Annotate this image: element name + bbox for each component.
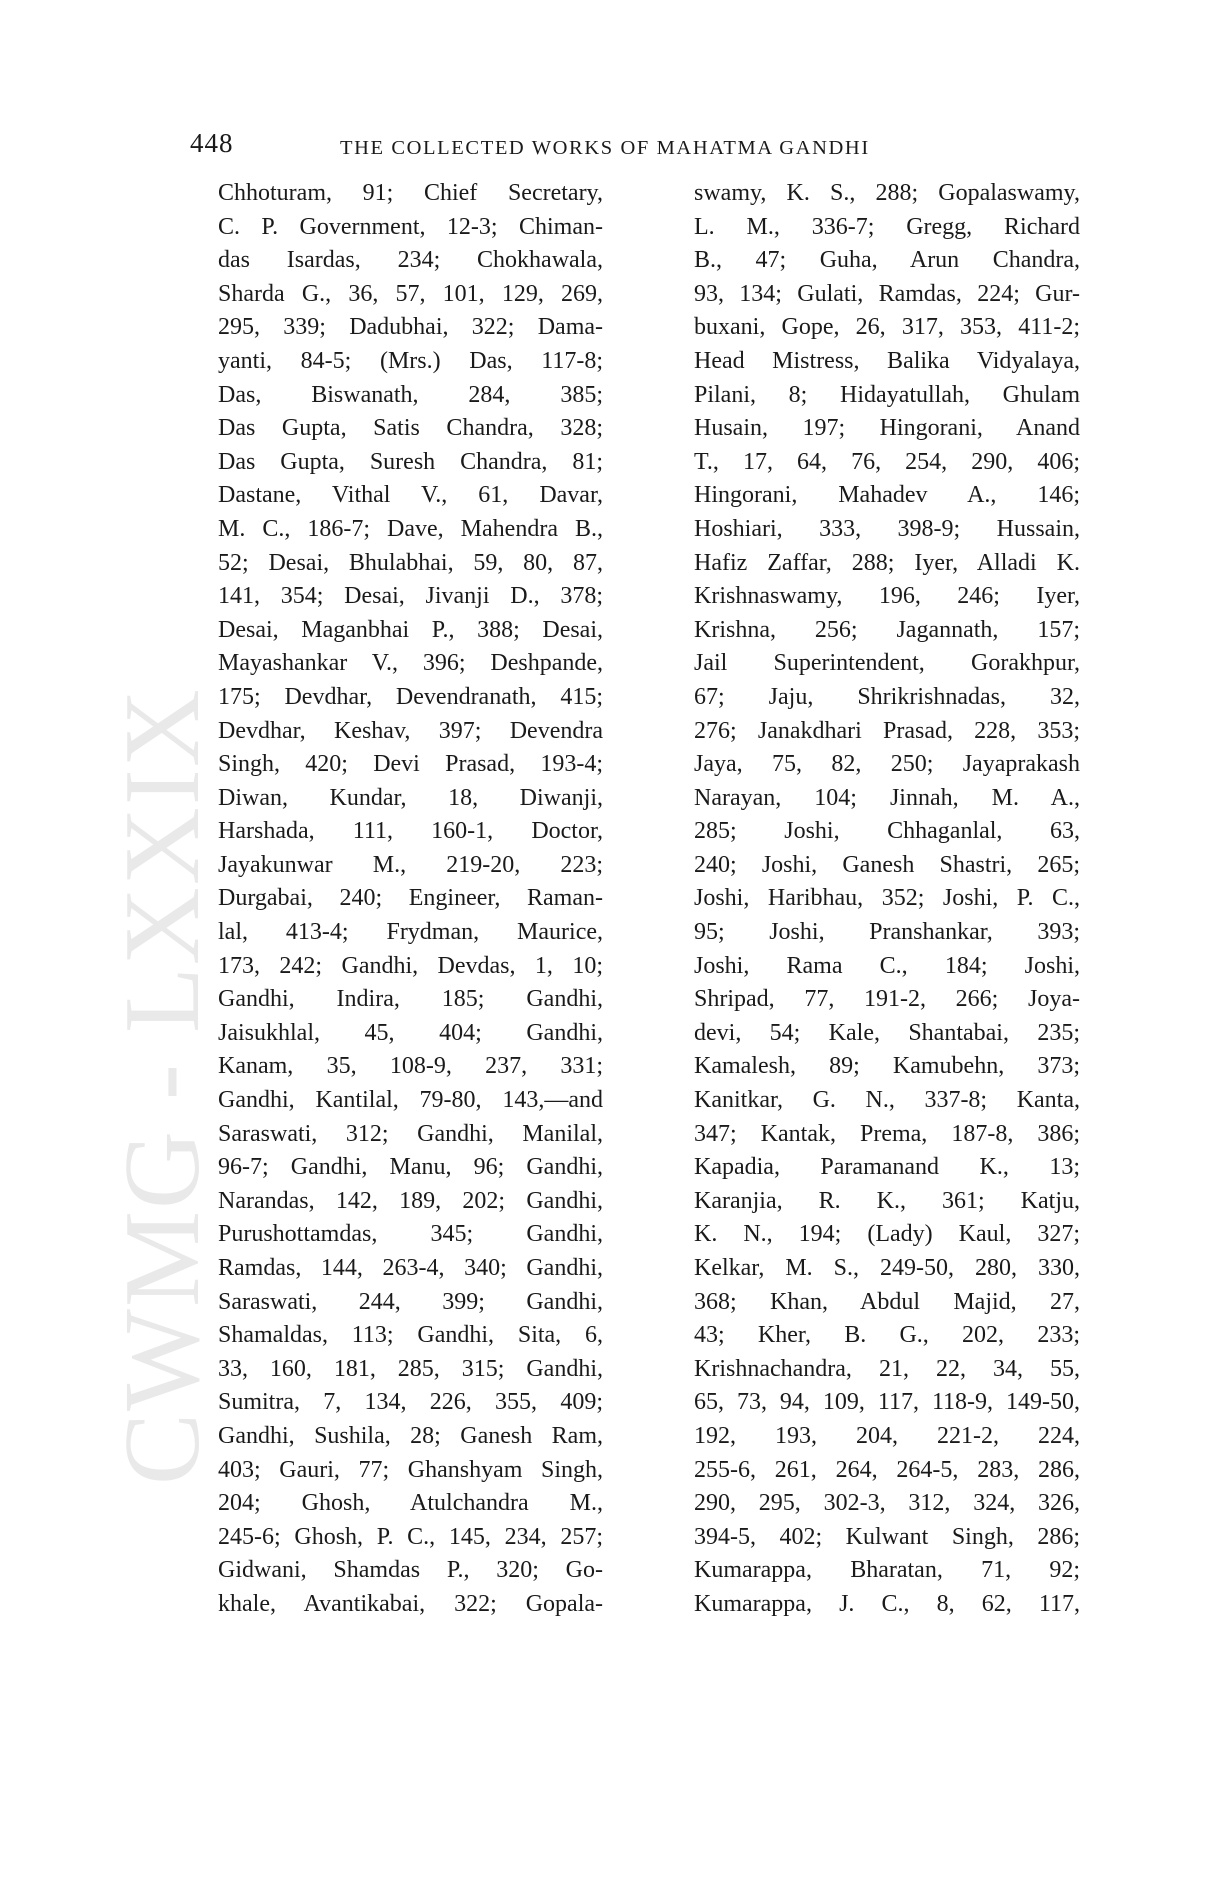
index-line: 276; Janakdhari Prasad, 228, 353; — [694, 717, 1080, 744]
index-line: das Isardas, 234; Chokhawala, — [218, 247, 603, 274]
index-line: Husain, 197; Hingorani, Anand — [694, 415, 1080, 442]
index-line: 245-6; Ghosh, P. C., 145, 234, 257; — [218, 1523, 603, 1550]
index-line: 175; Devdhar, Devendranath, 415; — [218, 683, 603, 710]
watermark-text: CWMG - LXXIX — [103, 687, 222, 1485]
index-line: Gandhi, Sushila, 28; Ganesh Ram, — [218, 1422, 603, 1449]
index-line: Jail Superintendent, Gorakhpur, — [694, 650, 1080, 677]
index-line: Karanjia, R. K., 361; Katju, — [694, 1187, 1080, 1214]
index-line: Sumitra, 7, 134, 226, 355, 409; — [218, 1389, 603, 1416]
index-line: buxani, Gope, 26, 317, 353, 411-2; — [694, 314, 1080, 341]
index-line: Gandhi, Kantilal, 79-80, 143,—and — [218, 1087, 603, 1114]
index-line: 204; Ghosh, Atulchandra M., — [218, 1490, 603, 1517]
index-line: L. M., 336-7; Gregg, Richard — [694, 213, 1080, 240]
index-line: T., 17, 64, 76, 254, 290, 406; — [694, 448, 1080, 475]
index-line: 173, 242; Gandhi, Devdas, 1, 10; — [218, 952, 603, 979]
index-line: 33, 160, 181, 285, 315; Gandhi, — [218, 1355, 603, 1382]
index-line: 368; Khan, Abdul Majid, 27, — [694, 1288, 1080, 1315]
index-line: 192, 193, 204, 221-2, 224, — [694, 1422, 1080, 1449]
index-line: Hafiz Zaffar, 288; Iyer, Alladi K. — [694, 549, 1080, 576]
index-line: 93, 134; Gulati, Ramdas, 224; Gur- — [694, 280, 1080, 307]
index-line: Saraswati, 312; Gandhi, Manilal, — [218, 1120, 603, 1147]
index-line: K. N., 194; (Lady) Kaul, 327; — [694, 1221, 1080, 1248]
index-column-right — [694, 177, 1080, 1622]
index-line: devi, 54; Kale, Shantabai, 235; — [694, 1019, 1080, 1046]
index-line: Kapadia, Paramanand K., 13; — [694, 1154, 1080, 1181]
index-line: Devdhar, Keshav, 397; Devendra — [218, 717, 603, 744]
index-line: Dastane, Vithal V., 61, Davar, — [218, 482, 603, 509]
index-line: Gidwani, Shamdas P., 320; Go- — [218, 1557, 603, 1584]
index-line: 141, 354; Desai, Jivanji D., 378; — [218, 583, 603, 610]
index-line: 255-6, 261, 264, 264-5, 283, 286, — [694, 1456, 1080, 1483]
index-line: Jaya, 75, 82, 250; Jayaprakash — [694, 751, 1080, 778]
index-line: Sharda G., 36, 57, 101, 129, 269, — [218, 280, 603, 307]
index-line: Hoshiari, 333, 398-9; Hussain, — [694, 515, 1080, 542]
index-line: Das Gupta, Satis Chandra, 328; — [218, 415, 603, 442]
index-line: Durgabai, 240; Engineer, Raman- — [218, 885, 603, 912]
index-line: Kanitkar, G. N., 337-8; Kanta, — [694, 1087, 1080, 1114]
index-line: 65, 73, 94, 109, 117, 118-9, 149-50, — [694, 1389, 1080, 1416]
index-line: Das Gupta, Suresh Chandra, 81; — [218, 448, 603, 475]
running-title: THE COLLECTED WORKS OF MAHATMA GANDHI — [340, 137, 870, 159]
index-line: 290, 295, 302-3, 312, 324, 326, — [694, 1490, 1080, 1517]
index-line: khale, Avantikabai, 322; Gopala- — [218, 1590, 603, 1617]
index-line: 95; Joshi, Pranshankar, 393; — [694, 919, 1080, 946]
watermark — [103, 405, 222, 1485]
index-line: 347; Kantak, Prema, 187-8, 386; — [694, 1120, 1080, 1147]
index-line: 52; Desai, Bhulabhai, 59, 80, 87, — [218, 549, 603, 576]
index-line: Krishna, 256; Jagannath, 157; — [694, 616, 1080, 643]
index-line: Saraswati, 244, 399; Gandhi, — [218, 1288, 603, 1315]
index-line: Ramdas, 144, 263-4, 340; Gandhi, — [218, 1255, 603, 1281]
index-line: 403; Gauri, 77; Ghanshyam Singh, — [218, 1456, 603, 1483]
index-line: 295, 339; Dadubhai, 322; Dama- — [218, 314, 603, 341]
index-line: Head Mistress, Balika Vidyalaya, — [694, 347, 1080, 374]
index-line: Hingorani, Mahadev A., 146; — [694, 482, 1080, 509]
index-line: Kamalesh, 89; Kamubehn, 373; — [694, 1053, 1080, 1080]
index-line: M. C., 186-7; Dave, Mahendra B., — [218, 515, 603, 542]
index-line: Kelkar, M. S., 249-50, 280, 330, — [694, 1255, 1080, 1281]
index-line: Desai, Maganbhai P., 388; Desai, — [218, 616, 603, 643]
index-line: 43; Kher, B. G., 202, 233; — [694, 1322, 1080, 1349]
index-line: Harshada, 111, 160-1, Doctor, — [218, 818, 603, 845]
index-line: Jayakunwar M., 219-20, 223; — [218, 851, 603, 878]
index-line: Joshi, Rama C., 184; Joshi, — [694, 952, 1080, 979]
index-line: Narandas, 142, 189, 202; Gandhi, — [218, 1187, 603, 1214]
index-line: Purushottamdas, 345; Gandhi, — [218, 1221, 603, 1248]
index-line: swamy, K. S., 288; Gopalaswamy, — [694, 180, 1080, 206]
index-line: Narayan, 104; Jinnah, M. A., — [694, 784, 1080, 811]
index-line: Shripad, 77, 191-2, 266; Joya- — [694, 986, 1080, 1013]
index-line: Jaisukhlal, 45, 404; Gandhi, — [218, 1019, 603, 1046]
index-line: Krishnaswamy, 196, 246; Iyer, — [694, 583, 1080, 610]
index-line: Krishnachandra, 21, 22, 34, 55, — [694, 1355, 1080, 1382]
index-line: Chhoturam, 91; Chief Secretary, — [218, 180, 603, 206]
index-line: 67; Jaju, Shrikrishnadas, 32, — [694, 683, 1080, 710]
index-column-left — [218, 177, 603, 1622]
index-line: Kumarappa, Bharatan, 71, 92; — [694, 1557, 1080, 1584]
index-line: Pilani, 8; Hidayatullah, Ghulam — [694, 381, 1080, 408]
page-number: 448 — [190, 128, 234, 158]
index-line: Singh, 420; Devi Prasad, 193-4; — [218, 751, 603, 778]
index-line: Das, Biswanath, 284, 385; — [218, 381, 603, 408]
index-line: Joshi, Haribhau, 352; Joshi, P. C., — [694, 885, 1080, 912]
index-line: 394-5, 402; Kulwant Singh, 286; — [694, 1523, 1080, 1550]
index-line: Diwan, Kundar, 18, Diwanji, — [218, 784, 603, 811]
index-line: lal, 413-4; Frydman, Maurice, — [218, 919, 603, 946]
index-line: 285; Joshi, Chhaganlal, 63, — [694, 818, 1080, 845]
index-line: Gandhi, Indira, 185; Gandhi, — [218, 986, 603, 1013]
index-line: Shamaldas, 113; Gandhi, Sita, 6, — [218, 1322, 603, 1349]
index-line: 96-7; Gandhi, Manu, 96; Gandhi, — [218, 1154, 603, 1181]
index-line: yanti, 84-5; (Mrs.) Das, 117-8; — [218, 347, 603, 374]
index-line: Mayashankar V., 396; Deshpande, — [218, 650, 603, 677]
index-line: 240; Joshi, Ganesh Shastri, 265; — [694, 851, 1080, 878]
index-line: Kanam, 35, 108-9, 237, 331; — [218, 1053, 603, 1080]
index-line: B., 47; Guha, Arun Chandra, — [694, 247, 1080, 274]
index-line: C. P. Government, 12-3; Chiman- — [218, 213, 603, 240]
index-line: Kumarappa, J. C., 8, 62, 117, — [694, 1590, 1080, 1617]
